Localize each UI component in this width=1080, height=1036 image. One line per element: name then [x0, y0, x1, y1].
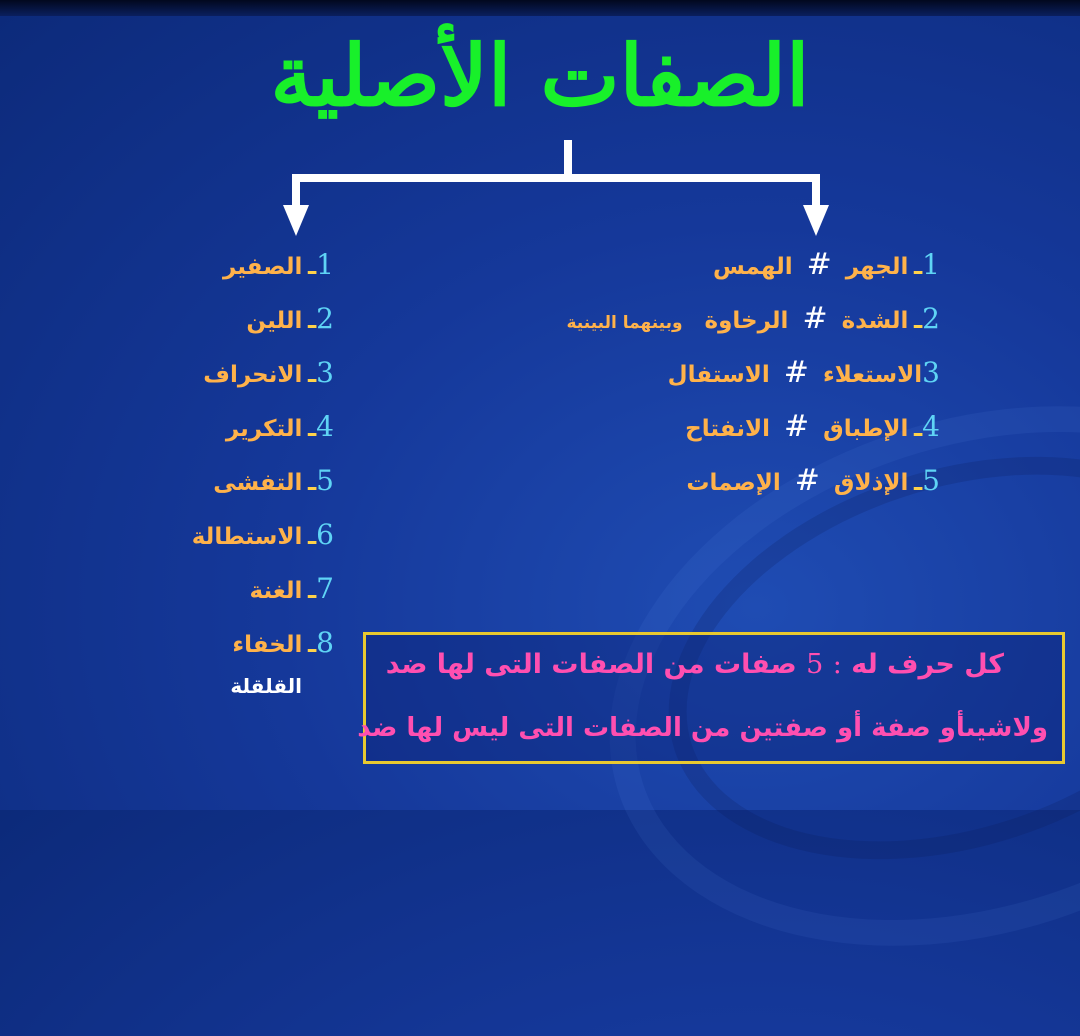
opposed-trait-item	[567, 400, 941, 454]
opposed-trait-item	[567, 346, 941, 400]
page-title: الصفات الأصلية	[270, 26, 810, 125]
opposition-hash: #	[806, 247, 832, 282]
opposed-trait-item	[567, 292, 941, 346]
trait-name: الغنة	[249, 578, 303, 604]
item-number: 3	[316, 356, 334, 389]
item-dash: ـ	[913, 468, 923, 496]
opposite-trait-name: الانفتاح	[685, 416, 770, 442]
single-trait-item	[192, 238, 334, 292]
item-dash: ـ	[913, 252, 923, 280]
item-dash: ـ	[307, 306, 317, 334]
summary-line-1	[386, 649, 1004, 680]
connector-bar	[296, 178, 816, 206]
trait-name: التفشى	[213, 470, 303, 496]
summary-note-box	[357, 632, 1065, 764]
single-trait-item	[192, 400, 334, 454]
single-trait-item	[192, 454, 334, 508]
item-number: 6	[316, 518, 334, 551]
opposite-trait-name: الهمس	[713, 254, 793, 280]
trait-name: الجهر	[845, 254, 909, 280]
item-dash: ـ	[307, 630, 317, 658]
item-number: 4	[922, 410, 940, 443]
opposition-hash: #	[802, 301, 828, 336]
trait-name: الإطباق	[823, 416, 909, 442]
arrow-left-head	[283, 205, 309, 236]
item-dash: ـ	[307, 468, 317, 496]
item-dash: ـ	[307, 522, 317, 550]
opposed-trait-item	[567, 454, 941, 508]
opposite-trait-name: الاستفال	[667, 362, 770, 388]
item-number: 8	[316, 626, 334, 659]
item-dash: ـ	[913, 414, 923, 442]
summary-line-1-start: كل حرف له	[851, 649, 1004, 680]
trait-name: الاستعلاء	[822, 362, 923, 388]
item-dash: ـ	[307, 414, 317, 442]
trait-name: الشدة	[841, 308, 909, 334]
trait-name: الاستطالة	[191, 524, 303, 550]
summary-line-2: ولاشيىأو صفة أو صفتين من الصفات التى ليس لها ضد	[357, 713, 1048, 743]
trait-name: الانحراف	[203, 362, 303, 388]
item-number: 1	[316, 248, 334, 281]
item-number: 3	[922, 356, 940, 389]
single-traits-list	[192, 238, 334, 670]
extra-trait: القلقلة	[230, 674, 302, 698]
opposition-hash: #	[794, 463, 820, 498]
trait-name: الإذلاق	[833, 470, 909, 496]
trait-name: الخفاء	[232, 632, 303, 658]
single-trait-item	[192, 616, 334, 670]
item-dash: ـ	[307, 252, 317, 280]
opposition-hash: #	[783, 409, 810, 444]
summary-number: 5	[806, 649, 824, 680]
item-number: 2	[922, 302, 940, 335]
item-number: 7	[316, 572, 334, 605]
single-trait-item	[192, 346, 334, 400]
single-trait-item	[192, 508, 334, 562]
opposed-trait-item	[567, 238, 941, 292]
item-dash: ـ	[913, 306, 923, 334]
summary-line-1-end: صفات من الصفات التى لها ضد	[385, 649, 797, 680]
item-number: 5	[316, 464, 334, 497]
opposite-trait-name: الإصمات	[686, 470, 781, 496]
item-number: 2	[316, 302, 334, 335]
intermediate-note: وبينهما البينية	[566, 313, 683, 333]
single-trait-item	[192, 292, 334, 346]
trait-name: اللين	[246, 308, 303, 334]
arrow-right-head	[803, 205, 829, 236]
item-dash: ـ	[307, 576, 317, 604]
opposite-trait-name: الرخاوة	[704, 308, 789, 334]
trait-name: التكرير	[225, 416, 303, 442]
item-number: 1	[922, 248, 940, 281]
single-trait-item	[192, 562, 334, 616]
trait-name: الصفير	[222, 254, 303, 280]
opposition-hash: #	[783, 355, 809, 390]
item-number: 4	[316, 410, 334, 443]
summary-separator: :	[832, 649, 842, 680]
opposed-traits-list	[567, 238, 941, 508]
item-dash: ـ	[307, 360, 317, 388]
item-number: 5	[922, 464, 940, 497]
